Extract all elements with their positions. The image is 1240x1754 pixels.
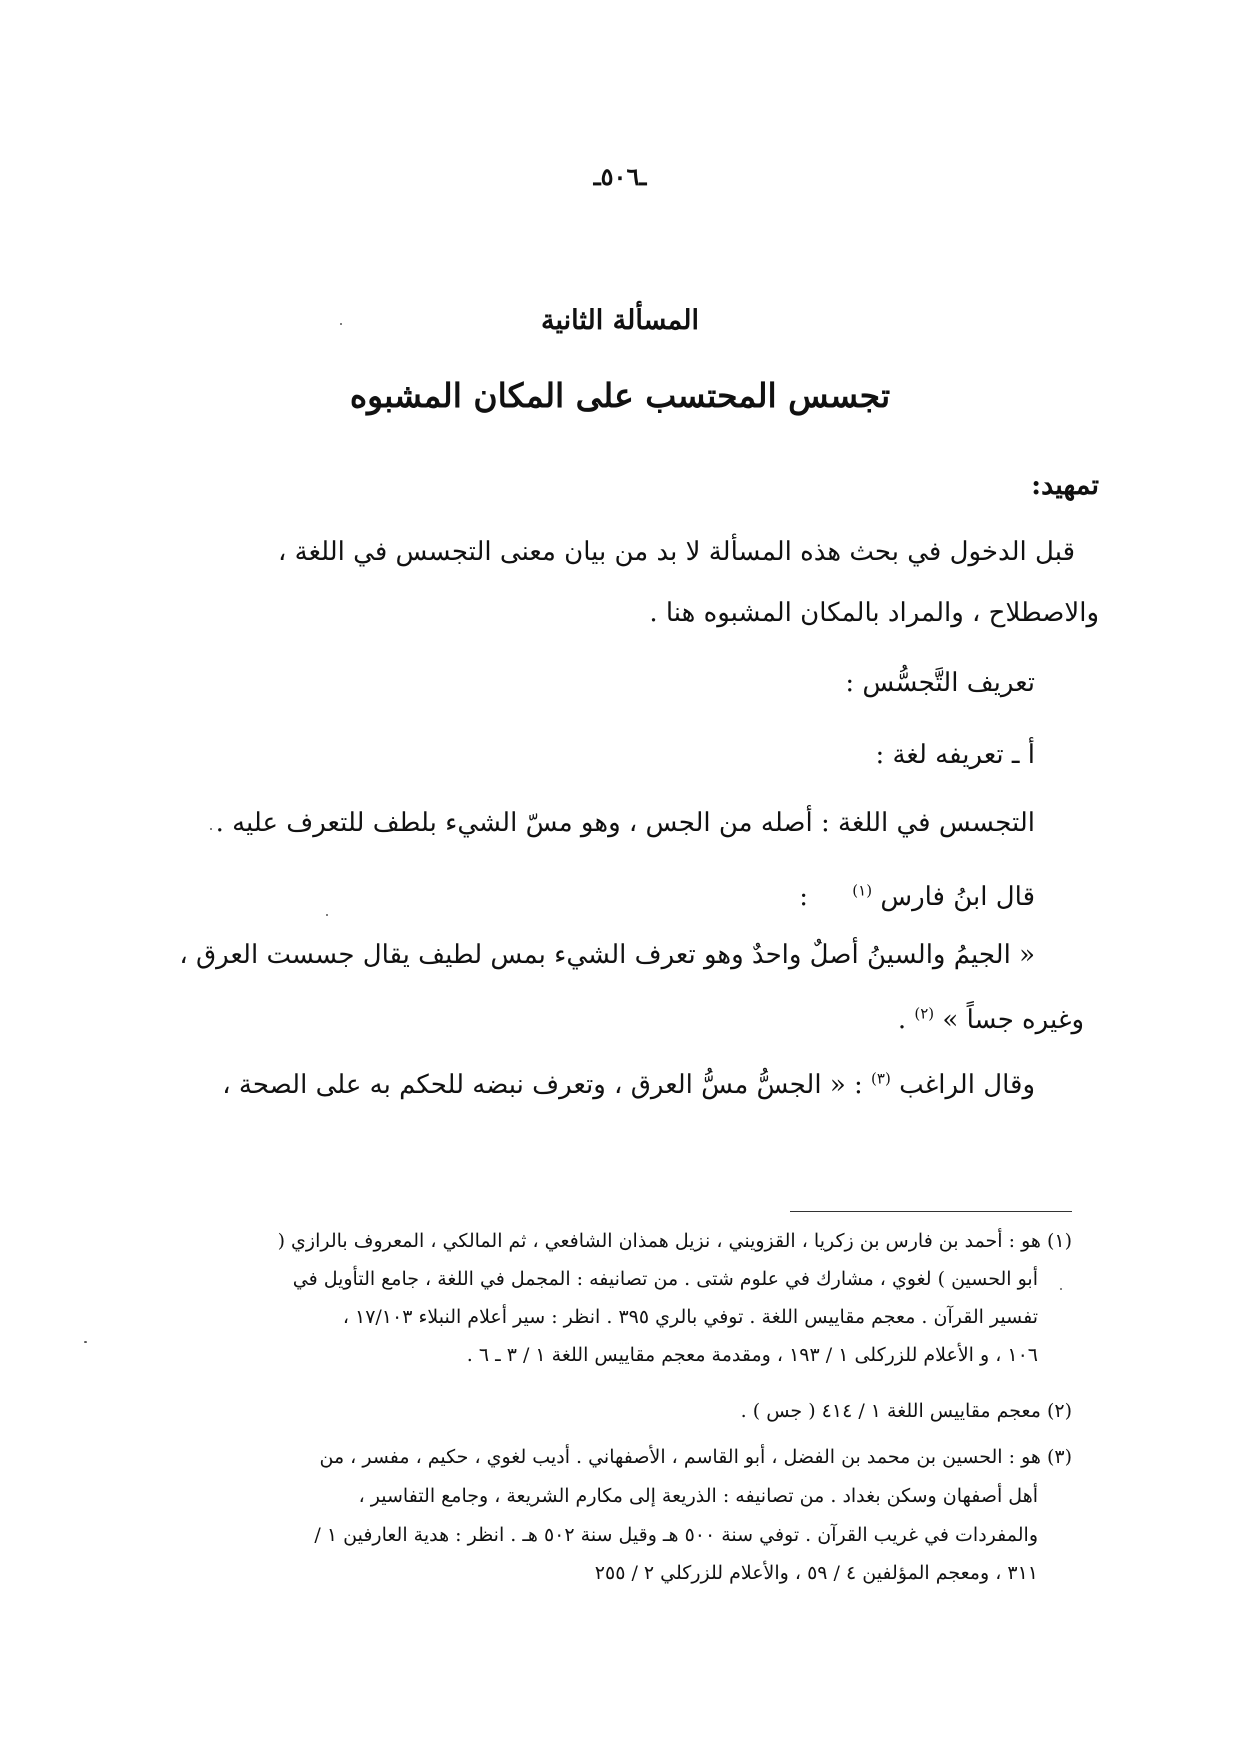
footnote-line: أهل أصفهان وسكن بغداد . من تصانيفه : الذريعة إلى مكارم الشريعة ، وجامع التفاسير ، bbox=[358, 1485, 1038, 1507]
quote-intro-colon: : bbox=[799, 882, 809, 912]
chapter-title: تجسس المحتسب على المكان المشبوه bbox=[349, 376, 891, 415]
intro-line: والاصطلاح ، والمراد بالمكان المشبوه هنا . bbox=[649, 598, 1099, 628]
quote-line-end bbox=[898, 1005, 1084, 1036]
scan-speck bbox=[1060, 1288, 1062, 1290]
raghib-line bbox=[222, 1070, 1035, 1101]
footnote-line: (١) هو : أحمد بن فارس بن زكريا ، القزويني ، نزيل همذان الشافعي ، ثم المالكي ، المعروف بالرازي ( bbox=[277, 1230, 1072, 1252]
footnote-line: والمفردات في غريب القرآن . توفي سنة ٥٠٠ هـ وقيل سنة ٥٠٢ هـ . انظر : هدية العارفين ١ / bbox=[314, 1524, 1038, 1546]
scan-speck bbox=[84, 1341, 87, 1343]
footnote-line: ٣١١ ، ومعجم المؤلفين ٤ / ٥٩ ، والأعلام للزركلي ٢ / ٢٥٥ bbox=[594, 1562, 1038, 1584]
definition-heading: تعريف التَّجسُّس : bbox=[845, 668, 1035, 698]
scan-speck bbox=[210, 828, 212, 830]
footnote-line: أبو الحسين ) لغوي ، مشارك في علوم شتى . من تصانيفه : المجمل في اللغة ، جامع التأويل في bbox=[292, 1268, 1038, 1290]
quote-intro-text: قال ابنُ فارس bbox=[880, 882, 1035, 912]
raghib-line-lead: وقال الراغب bbox=[899, 1070, 1035, 1100]
page-number: ـ٥٠٦ـ bbox=[593, 162, 647, 191]
section-label: المسألة الثانية bbox=[541, 305, 699, 336]
raghib-line-quote: : « الجسُّ مسُّ العرق ، وتعرف نبضه للحكم به على الصحة ، bbox=[222, 1070, 863, 1100]
footnote-line: ١٠٦ ، و الأعلام للزركلى ١ / ١٩٣ ، ومقدمة معجم مقاييس اللغة ١ / ٣ ـ ٦ . bbox=[466, 1344, 1038, 1366]
footnote-ref-2: (٢) bbox=[914, 1004, 935, 1023]
quote-line-end-text: وغيره جساً » bbox=[942, 1005, 1084, 1035]
footnote-ref-1: (١) bbox=[852, 881, 873, 900]
intro-heading: تمهيد: bbox=[1031, 470, 1099, 501]
quote-intro bbox=[799, 882, 1035, 913]
footnote-ref-3: (٣) bbox=[871, 1069, 891, 1088]
scan-speck bbox=[326, 914, 328, 916]
intro-line: قبل الدخول في بحث هذه المسألة لا بد من بيان معنى التجسس في اللغة ، bbox=[278, 537, 1075, 567]
footnote-line: (٢) معجم مقاييس اللغة ١ / ٤١٤ ( جس ) . bbox=[740, 1400, 1072, 1422]
footnote-line: تفسير القرآن . معجم مقاييس اللغة . توفي بالري ٣٩٥ . انظر : سير أعلام النبلاء ١٧/١٠٣ ، bbox=[342, 1306, 1038, 1328]
scan-speck bbox=[340, 323, 342, 325]
definition-line: التجسس في اللغة : أصله من الجس ، وهو مسّ الشيء بلطف للتعرف عليه . bbox=[215, 808, 1035, 838]
quote-line: « الجيمُ والسينُ أصلٌ واحدٌ وهو تعرف الشيء بمس لطيف يقال جسست العرق ، bbox=[179, 940, 1035, 970]
quote-line-end-period: . bbox=[897, 1005, 907, 1035]
footnote-rule bbox=[790, 1211, 1072, 1212]
footnote-line: (٣) هو : الحسين بن محمد بن الفضل ، أبو القاسم ، الأصفهاني . أديب لغوي ، حكيم ، مفسر ، من bbox=[319, 1446, 1072, 1468]
subheading-a: أ ـ تعريفه لغة : bbox=[875, 740, 1035, 770]
